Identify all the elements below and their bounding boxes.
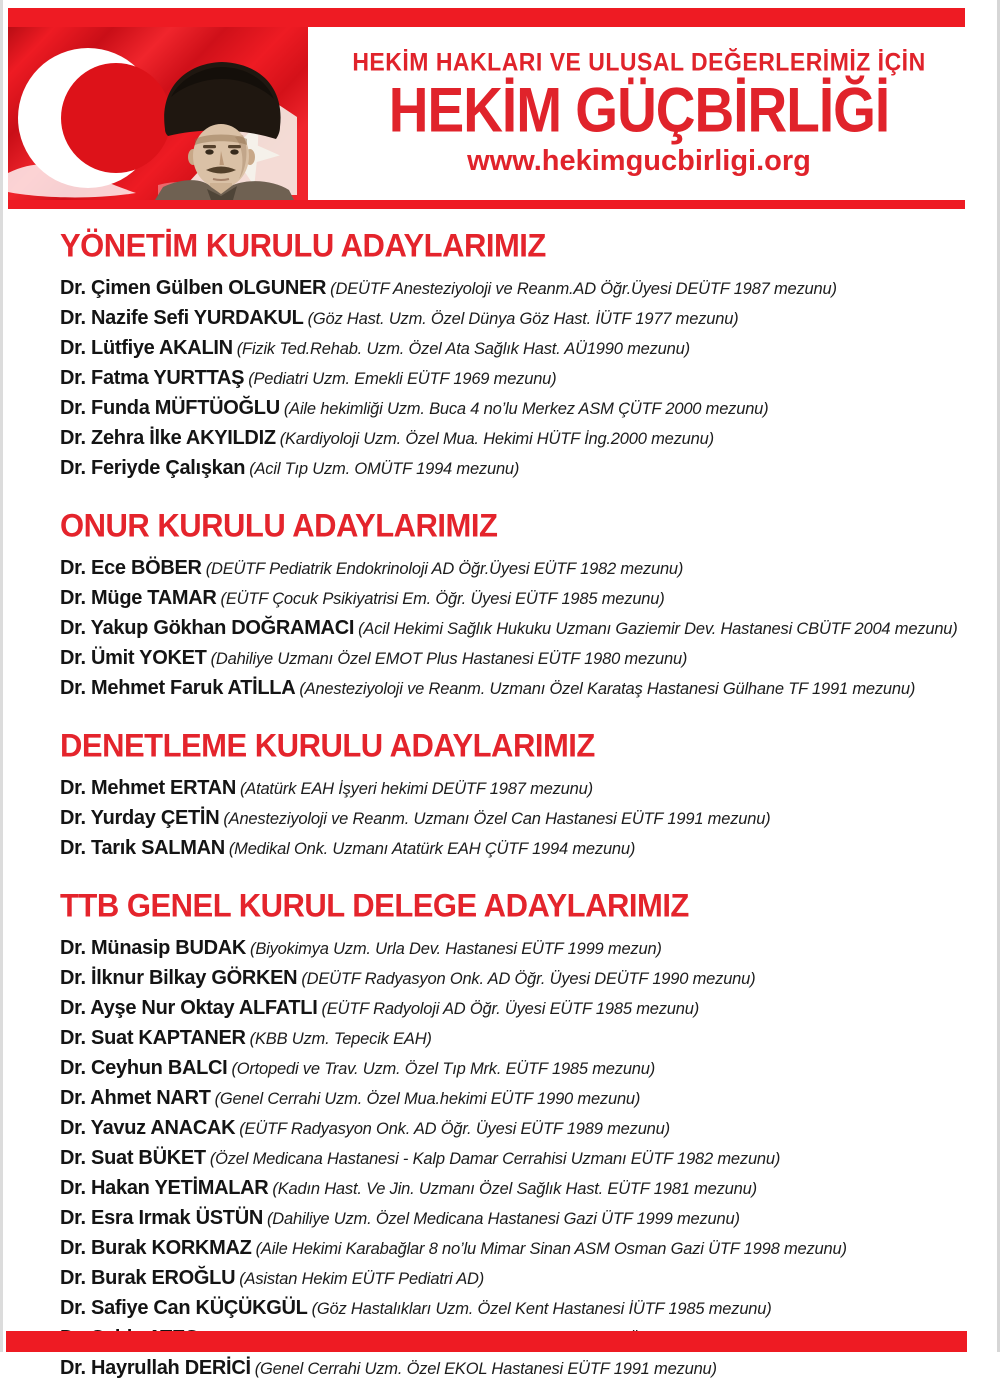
header-tagline: HEKİM HAKLARI VE ULUSAL DEĞERLERİMİZ İÇİN	[352, 47, 926, 76]
section-title: TTB GENEL KURUL DELEGE ADAYLARIMIZ	[60, 887, 689, 924]
candidate-row	[60, 1354, 965, 1384]
candidate-detail: (Pediatri Uzm. Emekli EÜTF 1969 mezunu)	[248, 370, 557, 388]
candidate-name: Dr. Burak EROĞLU	[60, 1267, 236, 1289]
candidate-row	[60, 1234, 965, 1264]
candidate-name: Dr. Tarık SALMAN	[60, 837, 225, 859]
candidate-detail: (DEÜTF Anesteziyoloji ve Reanm.AD Öğr.Üyesi DEÜTF 1987 mezunu)	[330, 280, 837, 298]
section-title: DENETLEME KURULU ADAYLARIMIZ	[60, 727, 595, 764]
candidate-row	[60, 1174, 965, 1204]
candidate-detail: (Biyokimya Uzm. Urla Dev. Hastanesi EÜTF 1999 mezun)	[250, 940, 662, 958]
candidate-row	[60, 1114, 965, 1144]
candidate-name: Dr. Yurday ÇETİN	[60, 807, 220, 829]
candidate-detail: (Acil Tıp Uzm. OMÜTF 1994 mezunu)	[249, 460, 520, 478]
candidate-name: Dr. Lütfiye AKALIN	[60, 337, 233, 359]
candidate-row	[60, 454, 965, 484]
candidate-row	[60, 774, 965, 804]
candidate-detail: (Ortopedi ve Trav. Uzm. Özel Tıp Mrk. EÜTF 1985 mezunu)	[231, 1060, 656, 1078]
candidate-name: Dr. Münasip BUDAK	[60, 937, 247, 959]
candidate-row	[60, 304, 965, 334]
candidate-detail: (Anesteziyoloji ve Reanm. Uzmanı Özel Can Hastanesi EÜTF 1991 mezunu)	[223, 810, 771, 828]
member-list	[60, 774, 965, 864]
candidate-row	[60, 1144, 965, 1174]
candidate-row	[60, 644, 965, 674]
bottom-red-bar	[6, 1331, 967, 1352]
candidate-name: Dr. Mehmet ERTAN	[60, 777, 236, 799]
candidate-name: Dr. Ayşe Nur Oktay ALFATLI	[60, 997, 318, 1019]
candidate-detail: (Göz Hastalıkları Uzm. Özel Kent Hastanesi İÜTF 1985 mezunu)	[311, 1300, 772, 1318]
candidate-name: Dr. Hayrullah DERİCİ	[60, 1357, 251, 1379]
candidate-row	[60, 674, 965, 704]
candidate-row	[60, 1084, 965, 1114]
header-text	[313, 27, 965, 200]
candidate-name: Dr. Ümit YOKET	[60, 647, 207, 669]
section-title: ONUR KURULU ADAYLARIMIZ	[60, 507, 498, 544]
candidate-row	[60, 994, 965, 1024]
header-art	[8, 27, 308, 200]
candidate-detail: (Aile Hekimi Karabağlar 8 no’lu Mimar Sinan ASM Osman Gazi ÜTF 1998 mezunu)	[255, 1240, 847, 1258]
candidate-detail: (Dahiliye Uzmanı Özel EMOT Plus Hastanesi EÜTF 1980 mezunu)	[210, 650, 688, 668]
member-list	[60, 554, 965, 704]
sections	[60, 208, 965, 1384]
member-list	[60, 274, 965, 484]
candidate-row	[60, 274, 965, 304]
candidate-row	[60, 1024, 965, 1054]
website-url: www.hekimgucbirligi.org	[467, 145, 811, 177]
candidate-name: Dr. Nazife Sefi YURDAKUL	[60, 307, 304, 329]
candidate-detail: (Fizik Ted.Rehab. Uzm. Özel Ata Sağlık Hast. AÜ1990 mezunu)	[236, 340, 690, 358]
candidate-name: Dr. Çimen Gülben OLGUNER	[60, 277, 327, 299]
org-title: HEKİM GÜÇBİRLİĞİ	[388, 74, 890, 146]
candidate-detail: (Medikal Onk. Uzmanı Atatürk EAH ÇÜTF 1994 mezunu)	[228, 840, 636, 858]
candidate-name: Dr. Hakan YETİMALAR	[60, 1177, 269, 1199]
header	[8, 27, 965, 200]
candidate-name: Dr. Müge TAMAR	[60, 587, 217, 609]
candidate-name: Dr. İlknur Bilkay GÖRKEN	[60, 967, 298, 989]
candidate-name: Dr. Feriyde Çalışkan	[60, 457, 246, 479]
candidate-detail: (DEÜTF Pediatrik Endokrinoloji AD Öğr.Üyesi EÜTF 1982 mezunu)	[205, 560, 684, 578]
candidate-name: Dr. Safiye Can KÜÇÜKGÜL	[60, 1297, 308, 1319]
candidate-row	[60, 364, 965, 394]
candidate-detail: (EÜTF Çocuk Psikiyatrisi Em. Öğr. Üyesi EÜTF 1985 mezunu)	[220, 590, 665, 608]
candidate-detail: (EÜTF Radyasyon Onk. AD Öğr. Üyesi EÜTF 1989 mezunu)	[239, 1120, 670, 1138]
candidate-name: Dr. Fatma YURTTAŞ	[60, 367, 245, 389]
candidate-section	[60, 728, 965, 864]
candidate-name: Dr. Yavuz ANACAK	[60, 1117, 236, 1139]
candidate-section	[60, 228, 965, 484]
candidate-row	[60, 804, 965, 834]
candidate-name: Dr. Suat BÜKET	[60, 1147, 206, 1169]
candidate-name: Dr. Ceyhun BALCI	[60, 1057, 228, 1079]
candidate-detail: (Genel Cerrahi Uzm. Özel EKOL Hastanesi EÜTF 1991 mezunu)	[254, 1360, 717, 1378]
candidate-detail: (DEÜTF Radyasyon Onk. AD Öğr. Üyesi DEÜTF 1990 mezunu)	[301, 970, 756, 988]
candidate-detail: (KBB Uzm. Tepecik EAH)	[249, 1030, 432, 1048]
member-list	[60, 934, 965, 1384]
top-red-bar	[8, 8, 965, 27]
candidate-detail: (Atatürk EAH İşyeri hekimi DEÜTF 1987 mezunu)	[239, 780, 593, 798]
candidate-detail: (Aile hekimliği Uzm. Buca 4 no’lu Merkez ASM ÇÜTF 2000 mezunu)	[283, 400, 769, 418]
candidate-row	[60, 614, 965, 644]
section-title: YÖNETİM KURULU ADAYLARIMIZ	[60, 227, 546, 264]
candidate-row	[60, 424, 965, 454]
candidate-row	[60, 834, 965, 864]
candidate-row	[60, 554, 965, 584]
candidate-detail: (Kardiyoloji Uzm. Özel Mua. Hekimi HÜTF İng.2000 mezunu)	[279, 430, 714, 448]
candidate-row	[60, 1264, 965, 1294]
candidate-name: Dr. Funda MÜFTÜOĞLU	[60, 397, 280, 419]
candidate-row	[60, 584, 965, 614]
candidate-name: Dr. Mehmet Faruk ATİLLA	[60, 677, 296, 699]
candidate-name: Dr. Esra Irmak ÜSTÜN	[60, 1207, 263, 1229]
candidate-detail: (EÜTF Radyoloji AD Öğr. Üyesi EÜTF 1985 mezunu)	[321, 1000, 700, 1018]
candidate-name: Dr. Burak KORKMAZ	[60, 1237, 252, 1259]
candidate-name: Dr. Suat KAPTANER	[60, 1027, 246, 1049]
candidate-detail: (Özel Medicana Hastanesi - Kalp Damar Cerrahisi Uzmanı EÜTF 1982 mezunu)	[209, 1150, 781, 1168]
candidate-row	[60, 964, 965, 994]
candidate-row	[60, 934, 965, 964]
candidate-row	[60, 1204, 965, 1234]
candidate-section	[60, 508, 965, 704]
candidate-name: Dr. Ece BÖBER	[60, 557, 202, 579]
candidate-name: Dr. Ahmet NART	[60, 1087, 211, 1109]
candidate-detail: (Anesteziyoloji ve Reanm. Uzmanı Özel Karataş Hastanesi Gülhane TF 1991 mezunu)	[299, 680, 916, 698]
ataturk-portrait	[147, 57, 299, 200]
candidate-name: Dr. Zehra İlke AKYILDIZ	[60, 427, 276, 449]
candidate-row	[60, 334, 965, 364]
candidate-row	[60, 394, 965, 424]
candidate-detail: (Göz Hast. Uzm. Özel Dünya Göz Hast. İÜTF 1977 mezunu)	[307, 310, 739, 328]
candidate-section	[60, 888, 965, 1384]
candidate-detail: (Genel Cerrahi Uzm. Özel Mua.hekimi EÜTF 1990 mezunu)	[214, 1090, 641, 1108]
candidate-detail: (Kadın Hast. Ve Jin. Uzmanı Özel Sağlık Hast. EÜTF 1981 mezunu)	[272, 1180, 757, 1198]
candidate-detail: (Asistan Hekim EÜTF Pediatri AD)	[239, 1270, 485, 1288]
candidate-name: Dr. Yakup Gökhan DOĞRAMACI	[60, 617, 355, 639]
candidate-detail: (Dahiliye Uzm. Özel Medicana Hastanesi Gazi ÜTF 1999 mezunu)	[266, 1210, 740, 1228]
candidate-detail: (Acil Hekimi Sağlık Hukuku Uzmanı Gaziemir Dev. Hastanesi CBÜTF 2004 mezunu)	[358, 620, 958, 638]
candidate-row	[60, 1054, 965, 1084]
candidate-row	[60, 1294, 965, 1324]
